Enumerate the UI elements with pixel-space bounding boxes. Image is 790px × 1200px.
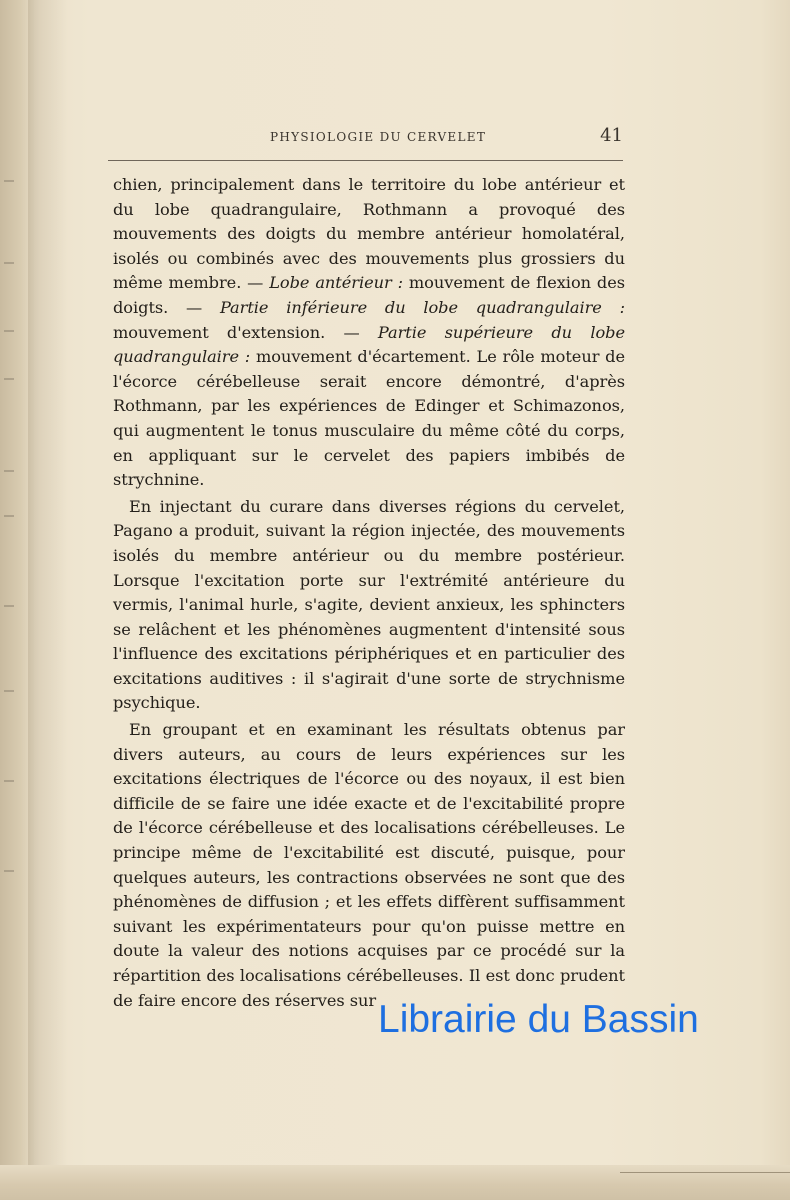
italic-run: Partie supérieure du lobe quadrangulaire : [113, 322, 625, 367]
text-run: mouvement d'écartement. Le rôle moteur de l'écorce cérébelleuse serait encore démontré, d'après Rothmann, par les expériences de Edinger et Schimazonos, qui augmentent le tonus musculaire du même côté du corps, en appliquant sur le cervelet des papiers imbibés de strychnine. [113, 347, 626, 490]
edge-mark [4, 870, 14, 872]
header-rule [108, 160, 623, 161]
text-run: chien, principalement dans le territoire du lobe antérieur et du lobe quadrangulaire, Rothmann a provoqué des mouvements des doigts du membre antérieur homolatéral, isolés ou combinés avec des mouvements plus grossiers du même membre. — [113, 175, 625, 293]
edge-mark [4, 262, 14, 264]
paragraph-2: En injectant du curare dans diverses régions du cervelet, Pagano a produit, suivant la région injectée, des mouvements isolés du membre antérieur ou du membre postérieur. Lorsque l'excitation porte sur l'extrémité antérieure du vermis, l'animal hurle, s'agite, devient anxieux, les sphincters se relâchent et les phénomènes augmentent d'intensité sous l'influence des excitations périphériques et en particulier des excitations auditives : il s'agirait d'une sorte de strychnisme psychique. [113, 496, 625, 713]
paragraph-1 [113, 173, 625, 493]
edge-mark [4, 780, 14, 782]
text-run: mouvement de flexion des doigts. — [113, 273, 625, 317]
gutter-shadow [28, 0, 68, 1200]
italic-run: Partie inférieure du lobe quadrangulaire : [219, 297, 625, 317]
running-title: PHYSIOLOGIE DU CERVELET [270, 130, 487, 144]
text-run: mouvement d'extension. — [113, 322, 378, 342]
italic-run: Lobe antérieur : [269, 273, 403, 293]
bottom-page-edge [0, 1165, 790, 1200]
edge-mark [4, 605, 14, 607]
body-text [113, 173, 625, 1015]
edge-mark [4, 690, 14, 692]
edge-mark [4, 180, 14, 182]
edge-mark [4, 515, 14, 517]
edge-mark [4, 330, 14, 332]
page-number: 41 [600, 125, 623, 146]
paragraph-3: En groupant et en examinant les résultats obtenus par divers auteurs, au cours de leurs expériences sur les excitations électriques de l'écorce ou des noyaux, il est bien difficile de se faire une idée exacte et de l'excitabilité propre de l'écorce cérébelleuse et des localisations cérébelleuses. Le principe même de l'excitabilité est discuté, puisque, pour quelques auteurs, les contractions observées ne sont que des phénomènes de diffusion ; et les effets diffèrent suffisamment suivant les expérimentateurs pour qu'on puisse mettre en doute la valeur des notions acquises par ce procédé sur la répartition des localisations cérébelleuses. Il est donc prudent de faire encore des réserves sur [113, 720, 625, 1010]
watermark-text: Librairie du Bassin [378, 998, 699, 1041]
page-header [108, 122, 623, 148]
edge-mark [4, 378, 14, 380]
page-edge-line [620, 1172, 790, 1173]
edge-mark [4, 470, 14, 472]
